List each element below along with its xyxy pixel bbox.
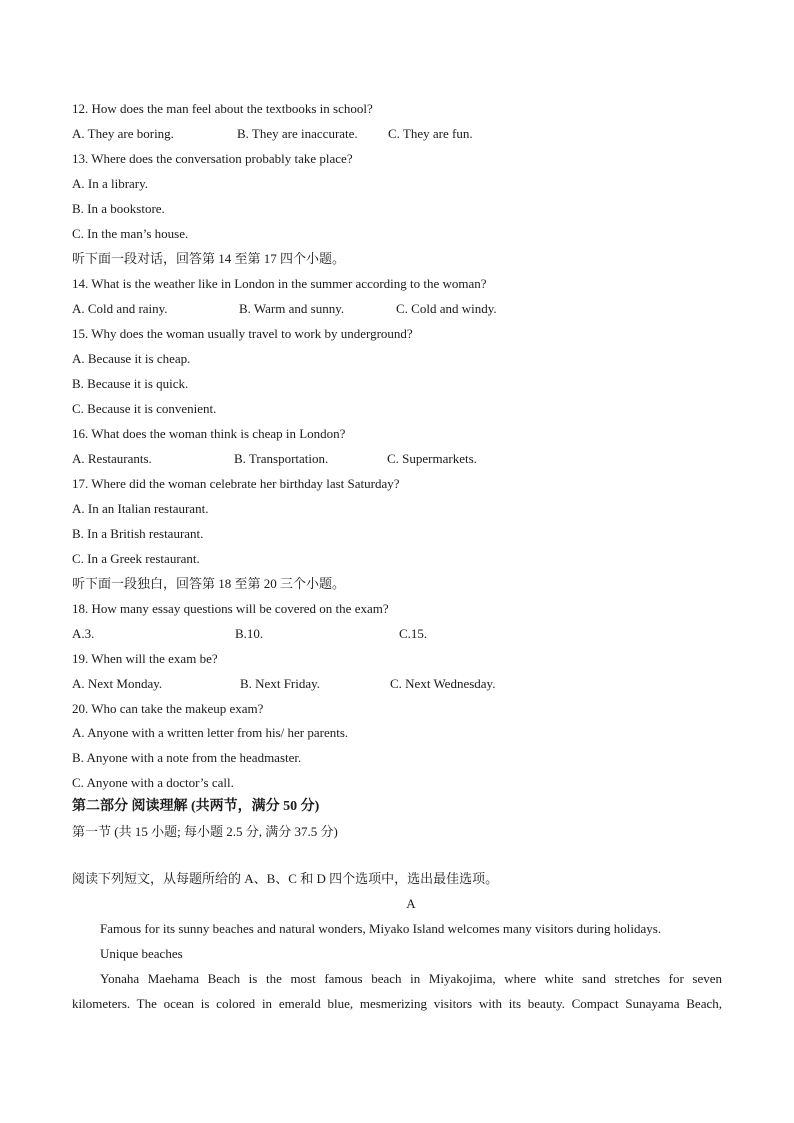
q19-option-b: B. Next Friday.: [240, 676, 321, 691]
q13-option-a: A. In a library.: [72, 176, 149, 191]
q14-option-a: A. Cold and rainy.: [72, 301, 168, 316]
q17-option-c: C. In a Greek restaurant.: [72, 551, 200, 566]
q14-option-c: C. Cold and windy.: [396, 301, 497, 316]
q16-option-c: C. Supermarkets.: [387, 451, 477, 466]
q17-option-a: A. In an Italian restaurant.: [72, 501, 209, 516]
q15-option-b: B. Because it is quick.: [72, 376, 189, 391]
q18-option-c: C.15.: [399, 626, 428, 641]
q15-option-a: A. Because it is cheap.: [72, 351, 191, 366]
question-12-options: [72, 126, 752, 142]
question-18-options: [72, 626, 752, 642]
q15-option-c: C. Because it is convenient.: [72, 401, 217, 416]
question-17: 17. Where did the woman celebrate her birthday last Saturday?: [72, 476, 400, 491]
q20-option-a: A. Anyone with a written letter from his/ her parents.: [72, 725, 349, 740]
q14-option-b: B. Warm and sunny.: [239, 301, 345, 316]
part-two-heading: 第二部分 阅读理解 (共两节，满分 50 分): [72, 799, 320, 814]
passage-paragraph-1: Famous for its sunny beaches and natural wonders, Miyako Island welcomes many visitors during holidays.: [100, 921, 662, 936]
passage-paragraph-2-line-2: kilometers. The ocean is colored in emerald blue, mesmerizing visitors with its beauty. Compact Sunayama Beach,: [72, 996, 722, 1011]
listening-instruction-18-20: 听下面一段独白，回答第 18 至第 20 三个小题。: [72, 576, 346, 591]
q12-option-a: A. They are boring.: [72, 126, 174, 141]
listening-instruction-14-17: 听下面一段对话，回答第 14 至第 17 四个小题。: [72, 251, 346, 266]
question-19-options: [72, 676, 752, 692]
q12-option-b: B. They are inaccurate.: [237, 126, 358, 141]
q19-option-c: C. Next Wednesday.: [390, 676, 496, 691]
question-14-options: [72, 301, 752, 317]
q16-option-b: B. Transportation.: [234, 451, 329, 466]
q18-option-a: A.3.: [72, 626, 95, 641]
passage-paragraph-2-line-1: Yonaha Maehama Beach is the most famous beach in Miyakojima, where white sand stretches for seven: [100, 971, 722, 986]
q17-option-b: B. In a British restaurant.: [72, 526, 204, 541]
question-16-options: [72, 451, 752, 467]
q20-option-b: B. Anyone with a note from the headmaster.: [72, 750, 302, 765]
section-one-heading: 第一节 (共 15 小题; 每小题 2.5 分, 满分 37.5 分): [72, 824, 338, 839]
q12-option-c: C. They are fun.: [388, 126, 473, 141]
question-12: 12. How does the man feel about the textbooks in school?: [72, 101, 373, 116]
q13-option-b: B. In a bookstore.: [72, 201, 165, 216]
question-16: 16. What does the woman think is cheap in London?: [72, 426, 346, 441]
question-15: 15. Why does the woman usually travel to work by underground?: [72, 326, 413, 341]
passage-label: A: [406, 896, 416, 911]
q16-option-a: A. Restaurants.: [72, 451, 152, 466]
q18-option-b: B.10.: [235, 626, 264, 641]
passage-subheading: Unique beaches: [100, 946, 183, 961]
question-19: 19. When will the exam be?: [72, 651, 218, 666]
question-14: 14. What is the weather like in London in the summer according to the woman?: [72, 276, 487, 291]
q19-option-a: A. Next Monday.: [72, 676, 163, 691]
question-20: 20. Who can take the makeup exam?: [72, 701, 264, 716]
q20-option-c: C. Anyone with a doctor’s call.: [72, 775, 234, 790]
reading-instruction: 阅读下列短文，从每题所给的 A、B、C 和 D 四个选项中，选出最佳选项。: [72, 871, 499, 886]
question-13: 13. Where does the conversation probably take place?: [72, 151, 353, 166]
question-18: 18. How many essay questions will be covered on the exam?: [72, 601, 389, 616]
q13-option-c: C. In the man’s house.: [72, 226, 189, 241]
